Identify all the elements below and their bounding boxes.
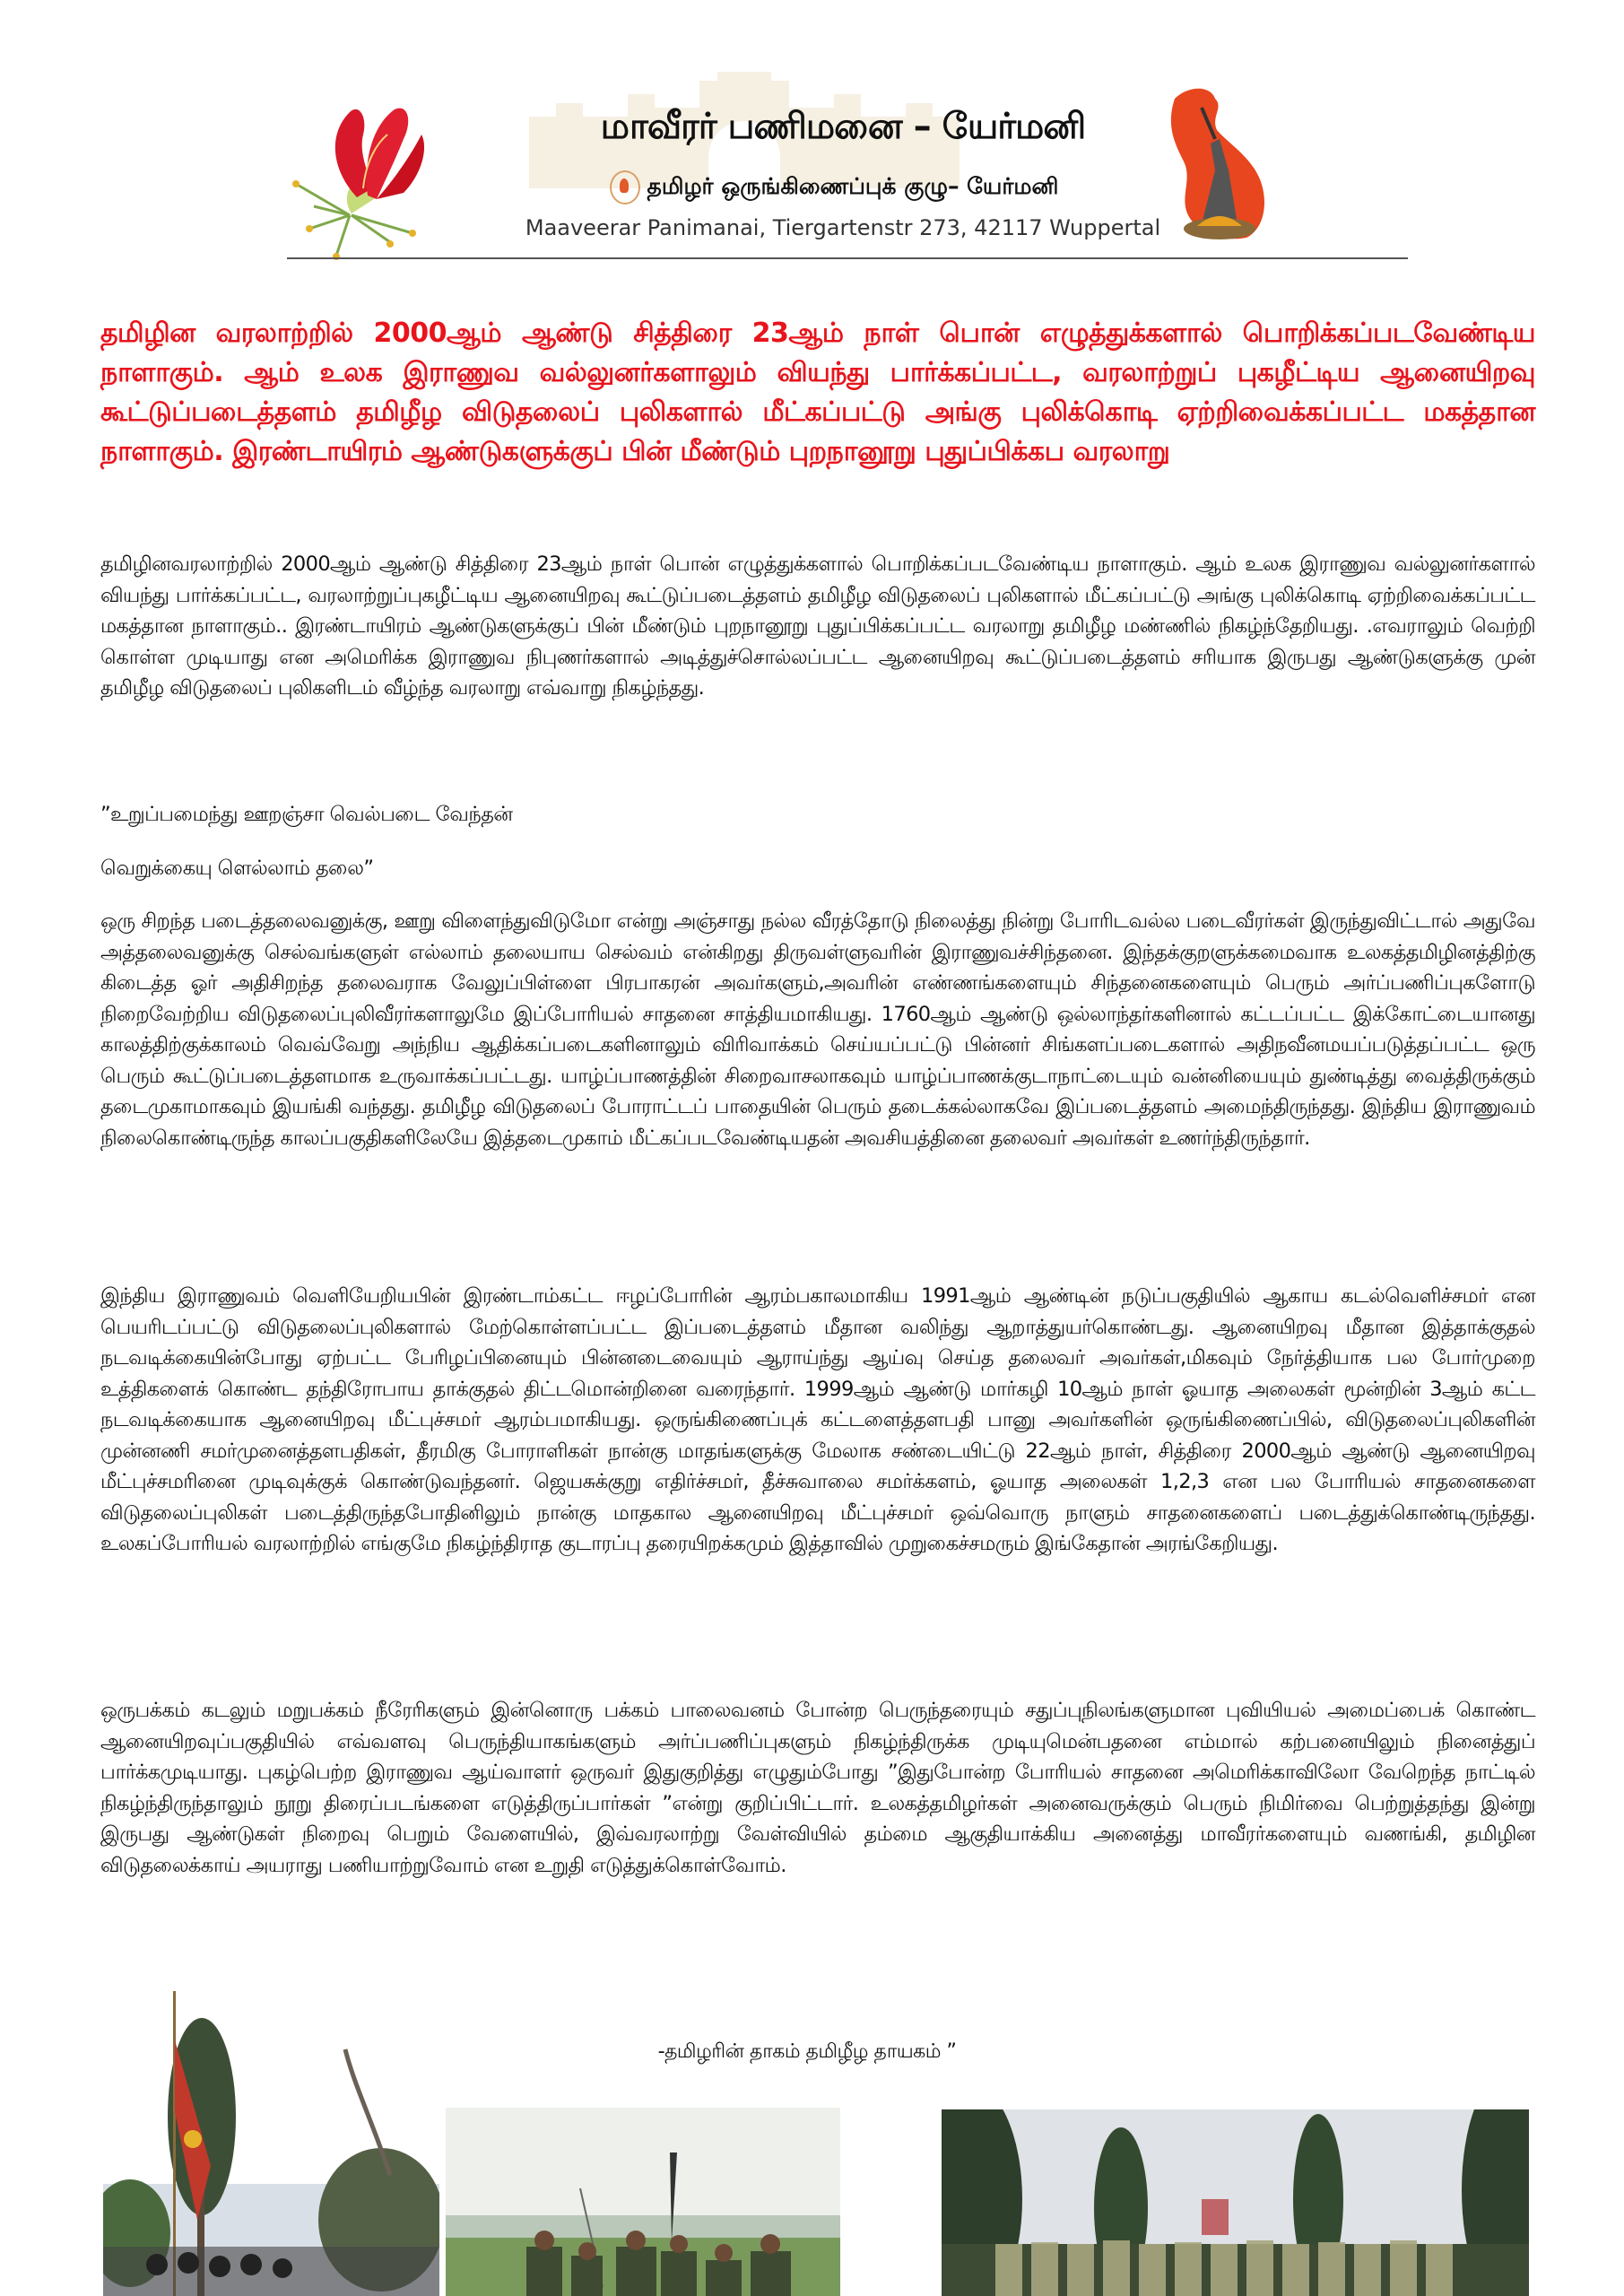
signoff: -தமிழரின் தாகம் தமிழீழ தாயகம் ” <box>657 2040 957 2063</box>
glory-lily-flower-icon <box>287 99 430 265</box>
headline: தமிழின வரலாற்றில் 2000ஆம் ஆண்டு சித்திரை 23ஆம் நாள் பொன் எழுத்துக்களால் பொறிக்கப்படவேண்டிய நாளாகும். ஆம் உலக இராணுவ வல்லுனர்களாலும் வியந்து பார்க்கப்பட்ட, வரலாற்றுப் புகழீட்டிய ஆனையிறவு கூட்டுப்படைத்தளம் தமிழீழ விடுதலைப் புலிகளால் மீட்கப்பட்டு அங்கு புலிக்கொடி ஏற்றிவைக்கப்பட்ட மகத்தான நாளாகும். இரண்டாயிரம் ஆண்டுகளுக்குப் பின் மீண்டும் புறநானூறு புதுப்பிக்கப வரலாறு <box>100 317 1535 467</box>
paragraph-4: ஒருபக்கம் கடலும் மறுபக்கம் நீரேரிகளும் இன்னொரு பக்கம் பாலைவனம் போன்ற பெருந்தரையும் சதுப்புநிலங்களுமான புவியியல் அமைப்பைக் கொண்ட ஆனையிறவுப்பகுதியில் எவ்வளவு பெருந்தியாகங்களும் அர்ப்பணிப்புகளும் நிகழ்ந்திருக்க முடியுமென்பதனை எம்மால் கற்பனையிலும் நினைத்துப் பார்க்கமுடியாது. புகழ்பெற்ற இராணுவ ஆய்வாளர் ஒருவர் இதுகுறித்து எழுதும்போது ”இதுபோன்ற போரியல் சாதனை அமெரிக்காவிலோ வேறெந்த நாட்டில் நிகழ்ந்திருந்தாலும் நூறு திரைப்படங்களை எடுத்திருப்பார்கள் ”என்று குறிப்பிட்டார். உலகத்தமிழர்கள் அனைவருக்கும் பெரும் நிமிர்வை பெற்றுத்தந்து இன்று இருபது ஆண்டுகள் நிறைவு பெறும் வேளையில், இவ்வரலாற்று வேள்வியில் தம்மை ஆகுதியாக்கிய அனைத்து மாவீரர்களையும் வணங்கி, தமிழின விடுதலைக்காய் அயராது பணியாற்றுவோம் என உறுதி எடுத்துக்கொள்வோம். <box>100 1699 1535 1877</box>
org-subtitle-text: தமிழர் ஒருங்கிணைப்புக் குழு– யேர்மனி <box>647 173 1059 199</box>
tamil-eelam-map-soldier-icon <box>1161 81 1278 242</box>
quote-line-1: ”உறுப்பமைந்து ஊறஞ்சா வெல்படை வேந்தன் <box>100 803 513 826</box>
paragraph-3: இந்திய இராணுவம் வெளியேறியபின் இரண்டாம்கட்ட ஈழப்போரின் ஆரம்பகாலமாகிய 1991ஆம் ஆண்டின் நடுப்பகுதியில் ஆகாய கடல்வெளிச்சமர் என பெயரிடப்பட்டு விடுதலைப்புலிகளால் மேற்கொள்ளப்பட்ட இப்படைத்தளம் மீதான வலிந்து ஆறாத்துயர்கொண்டது. ஆனையிறவு மீதான இத்தாக்குதல் நடவடிக்கையின்போது ஏற்பட்ட பேரிழப்பினையும் பின்னடைவையும் ஆராய்ந்து ஆய்வு செய்த தலைவர் அவர்கள்,மிகவும் நேர்த்தியாக பல போர்முறை உத்திகளைக் கொண்ட தந்திரோபாய தாக்குதல் திட்டமொன்றினை வரைந்தார். 1999ஆம் ஆண்டு மார்கழி 10ஆம் நாள் ஓயாத அலைகள் மூன்றின் 3ஆம் கட்ட நடவடிக்கையாக ஆனையிறவு மீட்புச்சமர் ஆரம்பமாகியது. ஒருங்கிணைப்புக் கட்டளைத்தளபதி பானு அவர்களின் ஒருங்கிணைப்பில், விடுதலைப்புலிகளின் முன்னணி சமர்முனைத்தளபதிகள், தீரமிகு போராளிகள் நான்கு மாதங்களுக்கு மேலாக சண்டையிட்டு 22ஆம் நாள், சித்திரை 2000ஆம் ஆண்டு ஆனையிறவு மீட்புச்சமரினை முடிவுக்குக் கொண்டுவந்தனர். ஜெயசுக்குறு எதிர்ச்சமர், தீச்சுவாலை சமர்க்களம், ஓயாத அலைகள் 1,2,3 என பல போரியல் சாதனைகளை விடுதலைப்புலிகள் படைத்திருந்தபோதினிலும் நான்கு மாதகால ஆனையிறவு மீட்புச்சமர் ஒவ்வொரு நாளும் சாதனைகளைப் படைத்துக்கொண்டிருந்தது. உலகப்போரியல் வரலாற்றில் எங்குமே நிகழ்ந்திராத குடாரப்பு தரையிறக்கமும் இத்தாவில் முறுகைச்சமரும் இங்கேதான் அரங்கேறியது. <box>100 1284 1535 1555</box>
fighters-in-marsh-photo <box>446 2108 840 2296</box>
quote-line-2: வெறுக்கையு ளெல்லாம் தலை” <box>100 857 374 880</box>
org-address: Maaveerar Panimanai, Tiergartenstr 273, 42117 Wuppertal <box>525 215 1161 240</box>
troops-parade-photo <box>942 2109 1529 2296</box>
org-subtitle <box>493 170 1175 204</box>
letterhead <box>287 72 1408 260</box>
header-divider <box>287 257 1408 259</box>
flag-raising-photo <box>103 1978 439 2296</box>
org-title: மாவீரர் பணிமனை – யேர்மனி <box>600 106 1086 147</box>
paragraph-2: ஒரு சிறந்த படைத்தலைவனுக்கு, ஊறு விளைந்துவிடுமோ என்று அஞ்சாது நல்ல வீரத்தோடு நிலைத்து நின்று போரிடவல்ல படைவீரர்கள் இருந்துவிட்டால் அதுவே அத்தலைவனுக்கு செல்வங்களுள் எல்லாம் தலையாய செல்வம் என்கிறது திருவள்ளுவரின் இராணுவச்சிந்தனை. இந்தக்குறளுக்கமைவாக உலகத்தமிழினத்திற்கு கிடைத்த ஓர் அதிசிறந்த தலைவராக வேலுப்பிள்ளை பிரபாகரன் அவர்களும்,அவரின் எண்ணங்களையும் சிந்தனைகளையும் பெரும் அர்ப்பணிப்புகளோடு நிறைவேற்றிய விடுதலைப்புலிவீரர்களாலுமே இப்போரியல் சாதனை சாத்தியமாகியது. 1760ஆம் ஆண்டு ஒல்லாந்தர்களினால் கட்டப்பட்ட இக்கோட்டையானது காலத்திற்குக்காலம் வெவ்வேறு அந்நிய ஆதிக்கப்படைகளினாலும் விரிவாக்கம் செய்யப்பட்டு பின்னர் சிங்களப்படைகளால் அதிநவீனமயப்படுத்தப்பட்ட ஒரு பெரும் கூட்டுப்படைத்தளமாக உருவாக்கப்பட்டது. யாழ்ப்பாணத்தின் சிறைவாசலாகவும் யாழ்ப்பாணக்குடாநாட்டையும் வன்னியையும் துண்டித்து வைத்திருக்கும் தடைமுகாமாகவும் இயங்கி வந்தது. தமிழீழ விடுதலைப் போராட்டப் பாதையின் பெரும் தடைக்கல்லாகவே இப்படைத்தளம் அமைந்திருந்தது. இந்திய இராணுவம் நிலைகொண்டிருந்த காலப்பகுதிகளிலேயே இத்தடைமுகாம் மீட்கப்படவேண்டியதன் அவசியத்தினை தலைவர் அவர்கள் உணர்ந்திருந்தார். <box>100 909 1535 1150</box>
paragraph-1: தமிழினவரலாற்றில் 2000ஆம் ஆண்டு சித்திரை 23ஆம் நாள் பொன் எழுத்துக்களால் பொறிக்கப்படவேண்டிய நாளாகும். ஆம் உலக இராணுவ வல்லுனர்களால் வியந்து பார்க்கப்பட்ட, வரலாற்றுப்புகழீட்டிய ஆனையிறவு கூட்டுப்படைத்தளம் தமிழீழ விடுதலைப் புலிகளால் மீட்கப்பட்டு அங்கு புலிக்கொடி ஏற்றிவைக்கப்பட்ட மகத்தான நாளாகும்.. இரண்டாயிரம் ஆண்டுகளுக்குப் பின் மீண்டும் புறநானூறு புதுப்பிக்கப்பட்ட வரலாறு தமிழீழ மண்ணில் நிகழ்ந்தேறியது. .எவராலும் வெற்றி கொள்ள முடியாது என அமெரிக்க இராணுவ நிபுணர்களால் அடித்துச்சொல்லப்பட்ட ஆனையிறவு கூட்டுப்படைத்தளம் சரியாக இருபது ஆண்டுகளுக்கு முன் தமிழீழ விடுதலைப் புலிகளிடம் வீழ்ந்த வரலாறு எவ்வாறு நிகழ்ந்தது. <box>100 552 1535 700</box>
emblem-icon <box>610 170 640 204</box>
